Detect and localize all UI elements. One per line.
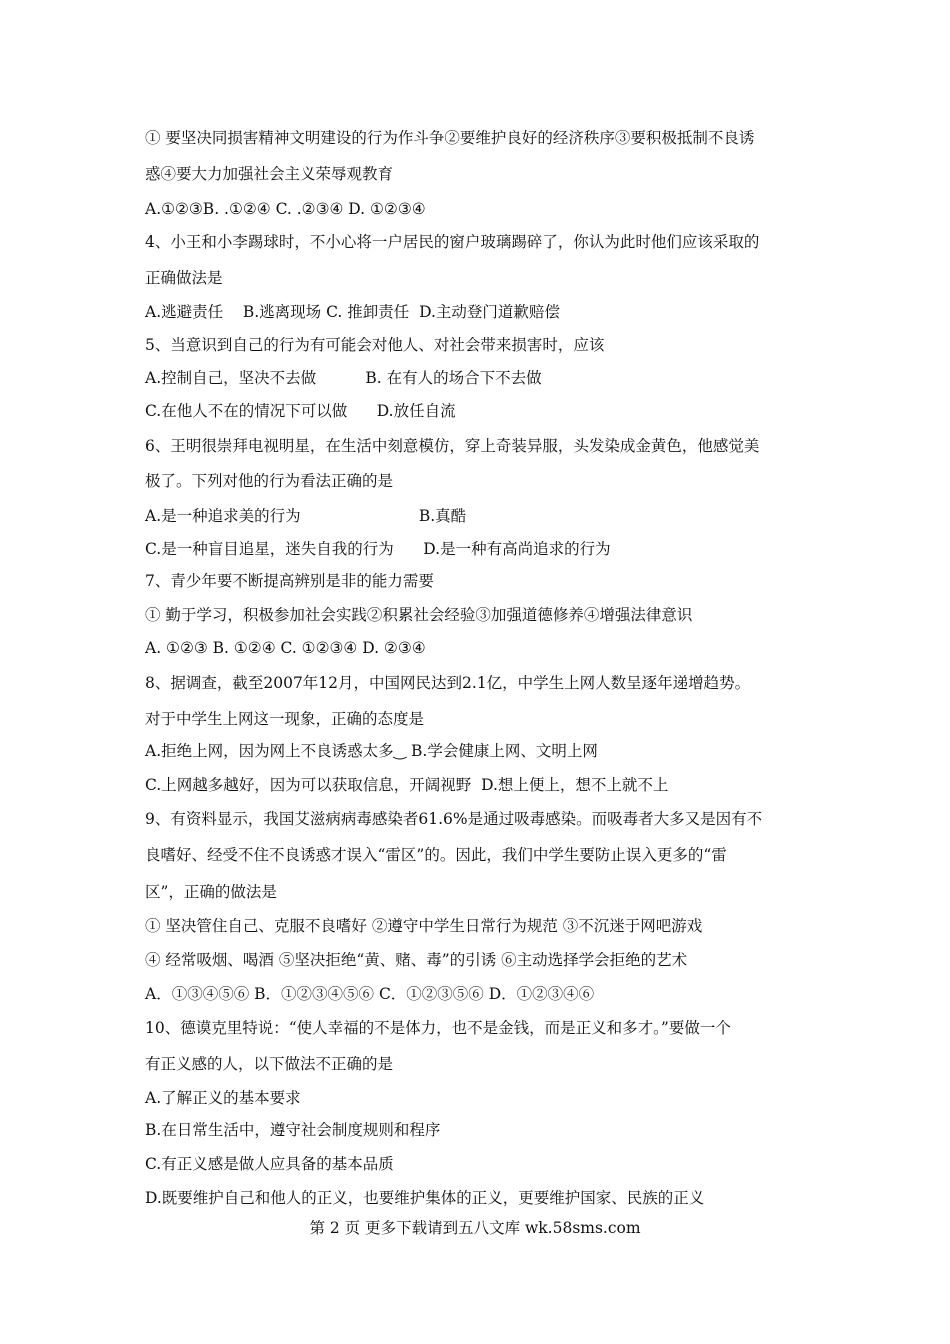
text-line: 9、有资料显示，我国艾滋病病毒感染者61.6%是通过吸毒感染。而吸毒者大多又是因有不 [145,810,763,828]
text-line: 正确做法是 [145,269,223,287]
text-line: 对于中学生上网这一现象，正确的态度是 [145,710,425,728]
text-line: 8、据调查，截至2007年12月，中国网民达到2.1亿，中学生上网人数呈逐年递增趋势。 [145,674,751,692]
text-line: 7、青少年要不断提高辨别是非的能力需要 [145,572,434,590]
text-line: A.了解正义的基本要求 [145,1089,301,1107]
text-line: 4、小王和小李踢球时，不小心将一户居民的窗户玻璃踢碎了，你认为此时他们应该采取的 [145,233,760,251]
text-line: ① 坚决管住自己、克服不良嗜好 ②遵守中学生日常行为规范 ③不沉迷于网吧游戏 [145,917,703,935]
text-line: 10、德谟克里特说：“使人幸福的不是体力，也不是金钱，而是正义和多才。”要做一个 [145,1019,731,1037]
text-line: 极了。下列对他的行为看法正确的是 [145,472,394,490]
text-line: D.既要维护自己和他人的正义，也要维护集体的正义，更要维护国家、民族的正义 [145,1189,705,1207]
text-line: C.是一种盲目追星，迷失自我的行为 D.是一种有高尚追求的行为 [145,540,611,558]
text-line: C.上网越多越好，因为可以获取信息，开阔视野 D.想上便上，想不上就不上 [145,776,669,794]
text-line: A. ①②③ B. ①②④ C. ①②③④ D. ②③④ [145,639,426,657]
text-line: 6、王明很崇拜电视明星，在生活中刻意模仿，穿上奇装异服，头发染成金黄色，他感觉美 [145,437,760,455]
text-line: C.在他人不在的情况下可以做 D.放任自流 [145,402,456,420]
text-line: ① 勤于学习，积极参加社会实践②积累社会经验③加强道德修养④增强法律意识 [145,606,693,624]
text-line: A.逃避责任 B.逃离现场 C. 推卸责任 D.主动登门道歉赔偿 [145,303,560,321]
text-line: 5、当意识到自己的行为有可能会对他人、对社会带来损害时，应该 [145,336,605,354]
text-line: A.拒绝上网，因为网上不良诱惑太多‿ B.学会健康上网、文明上网 [145,742,598,760]
text-line: 惑④要大力加强社会主义荣辱观教育 [145,165,394,183]
page-footer: 第 2 页 更多下载请到五八文库 wk.58sms.com [309,1219,641,1237]
text-line: C.有正义感是做人应具备的基本品质 [145,1155,394,1173]
text-line: ④ 经常吸烟、喝酒 ⑤坚决拒绝“黄、赌、毒”的引诱 ⑥主动选择学会拒绝的艺术 [145,951,688,969]
text-line: A．①③④⑤⑥ B．①②③④⑤⑥ C．①②③⑤⑥ D．①②③④⑥ [145,985,595,1003]
text-line: A.控制自己，坚决不去做 B. 在有人的场合下不去做 [145,369,542,387]
text-line: B.在日常生活中，遵守社会制度规则和程序 [145,1121,441,1139]
text-line: A.是一种追求美的行为 B.真酷 [145,507,467,525]
text-line: A.①②③B. .①②④ C. .②③④ D. ①②③④ [145,200,426,218]
text-line: 区”，正确的做法是 [145,883,277,901]
text-line: 有正义感的人，以下做法不正确的是 [145,1055,394,1073]
text-line: 良嗜好、经受不住不良诱惑才误入“雷区”的。因此，我们中学生要防止误入更多的“雷 [145,846,727,864]
text-line: ① 要坚决同损害精神文明建设的行为作斗争②要维护良好的经济秩序③要积极抵制不良诱 [145,129,755,147]
